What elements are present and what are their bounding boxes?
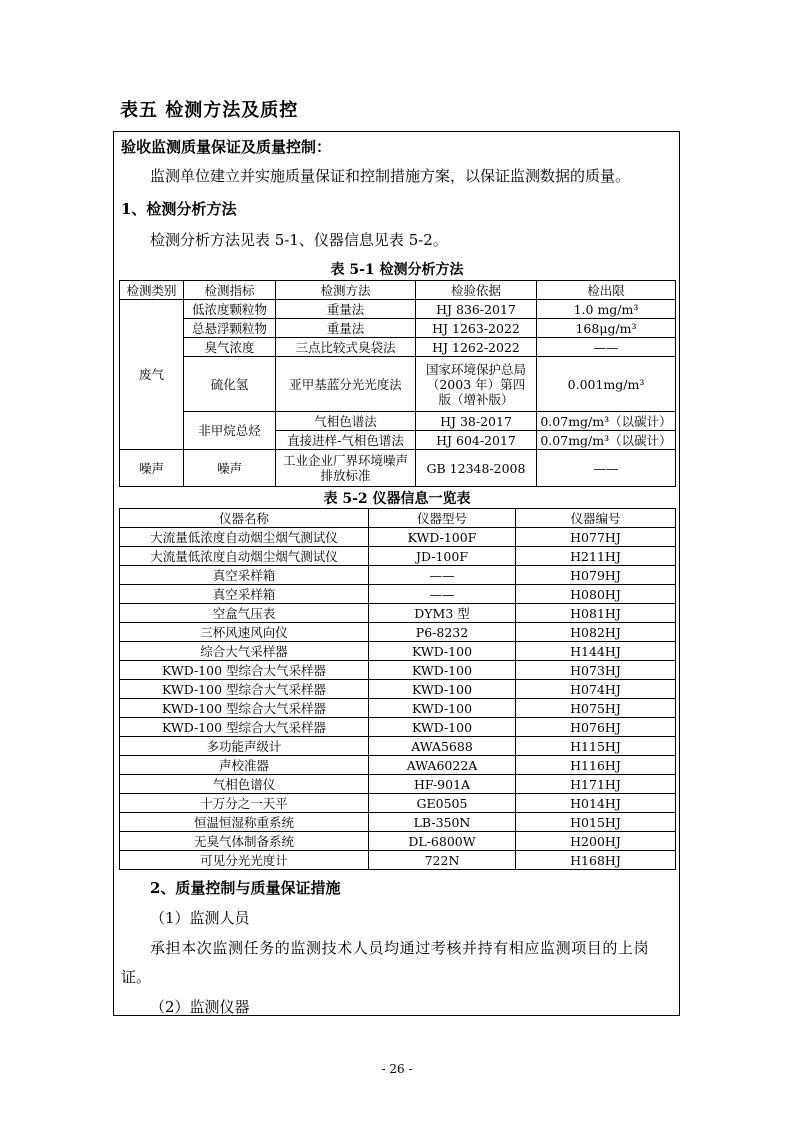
method-cell: 重量法	[276, 300, 416, 319]
table-row	[120, 566, 676, 585]
basis-cell: HJ 1263-2022	[416, 319, 537, 338]
section2-sub1: （1）监测人员	[150, 909, 250, 927]
table-analysis-methods	[119, 280, 676, 487]
instrument-id-cell: H082HJ	[516, 623, 676, 642]
instrument-model-cell: KWD-100	[369, 642, 516, 661]
instrument-id-cell: H074HJ	[516, 680, 676, 699]
table-row	[120, 604, 676, 623]
instrument-name-cell: KWD-100 型综合大气采样器	[120, 699, 369, 718]
instrument-name-cell: KWD-100 型综合大气采样器	[120, 661, 369, 680]
instrument-id-cell: H077HJ	[516, 528, 676, 547]
section2-sub2: （2）监测仪器	[150, 998, 250, 1016]
instrument-id-cell: H075HJ	[516, 699, 676, 718]
instrument-id-cell: H211HJ	[516, 547, 676, 566]
instrument-id-cell: H200HJ	[516, 832, 676, 851]
page-title: 表五 检测方法及质控	[120, 100, 299, 121]
section1-text: 检测分析方法见表 5-1、仪器信息见表 5-2。	[150, 231, 448, 249]
basis-cell: HJ 836-2017	[416, 300, 537, 319]
instrument-id-cell: H168HJ	[516, 851, 676, 870]
basis-cell: HJ 604-2017	[416, 431, 537, 450]
section2-sub1-text: 承担本次监测任务的监测技术人员均通过考核并持有相应监测项目的上岗	[150, 939, 650, 957]
instrument-name-cell: 声校准器	[120, 756, 369, 775]
instrument-name-cell: 三杯风速风向仪	[120, 623, 369, 642]
limit-cell: 168μg/m³	[537, 319, 676, 338]
instrument-name-cell: 真空采样箱	[120, 566, 369, 585]
instrument-name-cell: 气相色谱仪	[120, 775, 369, 794]
indicator-cell: 臭气浓度	[184, 338, 276, 357]
instrument-model-cell: AWA6022A	[369, 756, 516, 775]
table-row	[120, 813, 676, 832]
basis-cell: HJ 38-2017	[416, 412, 537, 431]
instrument-id-cell: H115HJ	[516, 737, 676, 756]
method-cell: 直接进样-气相色谱法	[276, 431, 416, 450]
instrument-model-cell: KWD-100	[369, 718, 516, 737]
method-cell: 三点比较式臭袋法	[276, 338, 416, 357]
category-cell: 废气	[120, 300, 184, 450]
instrument-name-cell: 多功能声级计	[120, 737, 369, 756]
instrument-name-cell: 恒温恒湿称重系统	[120, 813, 369, 832]
instrument-model-cell: GE0505	[369, 794, 516, 813]
indicator-cell: 噪声	[184, 450, 276, 487]
limit-cell: ——	[537, 450, 676, 487]
header-cell: 检测方法	[276, 281, 416, 300]
instrument-model-cell: LB-350N	[369, 813, 516, 832]
table-row	[120, 547, 676, 566]
instrument-id-cell: H073HJ	[516, 661, 676, 680]
instrument-model-cell: KWD-100	[369, 661, 516, 680]
instrument-name-cell: KWD-100 型综合大气采样器	[120, 680, 369, 699]
instrument-name-cell: 无臭气体制备系统	[120, 832, 369, 851]
page-number: - 26 -	[381, 1062, 413, 1076]
table1-caption: 表 5-1 检测分析方法	[330, 262, 464, 278]
instrument-id-cell: H076HJ	[516, 718, 676, 737]
instrument-model-cell: JD-100F	[369, 547, 516, 566]
table-row	[120, 699, 676, 718]
instrument-model-cell: DL-6800W	[369, 832, 516, 851]
instrument-id-cell: H080HJ	[516, 585, 676, 604]
table-row	[120, 642, 676, 661]
basis-cell: 国家环境保护总局（2003 年）第四版（增补版）	[416, 357, 537, 412]
table-row	[120, 680, 676, 699]
header-cell: 检出限	[537, 281, 676, 300]
instrument-name-cell: 大流量低浓度自动烟尘烟气测试仪	[120, 547, 369, 566]
instrument-name-cell: 真空采样箱	[120, 585, 369, 604]
table-row	[120, 623, 676, 642]
table-row	[120, 851, 676, 870]
instrument-model-cell: 722N	[369, 851, 516, 870]
instrument-name-cell: 综合大气采样器	[120, 642, 369, 661]
table-instruments	[119, 508, 676, 870]
indicator-cell: 总悬浮颗粒物	[184, 319, 276, 338]
header-cell: 检验依据	[416, 281, 537, 300]
table-row	[120, 756, 676, 775]
header-cell: 检测指标	[184, 281, 276, 300]
instrument-name-cell: KWD-100 型综合大气采样器	[120, 718, 369, 737]
basis-cell: GB 12348-2008	[416, 450, 537, 487]
header-cell: 仪器名称	[120, 509, 369, 528]
section-heading: 验收监测质量保证及质量控制：	[121, 138, 332, 156]
instrument-model-cell: AWA5688	[369, 737, 516, 756]
instrument-id-cell: H116HJ	[516, 756, 676, 775]
table-row	[120, 528, 676, 547]
category-cell: 噪声	[120, 450, 184, 487]
basis-cell: HJ 1262-2022	[416, 338, 537, 357]
section2-title: 2、质量控制与质量保证措施	[150, 879, 341, 897]
table-row	[120, 737, 676, 756]
instrument-id-cell: H144HJ	[516, 642, 676, 661]
header-cell: 仪器编号	[516, 509, 676, 528]
instrument-name-cell: 十万分之一天平	[120, 794, 369, 813]
instrument-model-cell: P6-8232	[369, 623, 516, 642]
instrument-model-cell: ——	[369, 566, 516, 585]
header-cell: 检测类别	[120, 281, 184, 300]
instrument-model-cell: KWD-100	[369, 699, 516, 718]
table-row	[120, 718, 676, 737]
instrument-name-cell: 可见分光光度计	[120, 851, 369, 870]
intro-text: 监测单位建立并实施质量保证和控制措施方案，以保证监测数据的质量。	[150, 167, 631, 185]
method-cell: 重量法	[276, 319, 416, 338]
table-row	[120, 832, 676, 851]
limit-cell: 0.07mg/m³（以碳计）	[537, 431, 676, 450]
section1-title: 1、检测分析方法	[121, 200, 237, 218]
instrument-id-cell: H171HJ	[516, 775, 676, 794]
instrument-id-cell: H081HJ	[516, 604, 676, 623]
section2-sub1-text-cont: 证。	[121, 968, 152, 986]
indicator-cell: 硫化氢	[184, 357, 276, 412]
limit-cell: 0.001mg/m³	[537, 357, 676, 412]
header-cell: 仪器型号	[369, 509, 516, 528]
table-row	[120, 775, 676, 794]
instrument-id-cell: H079HJ	[516, 566, 676, 585]
limit-cell: 1.0 mg/m³	[537, 300, 676, 319]
table-row	[120, 585, 676, 604]
table2-caption: 表 5-2 仪器信息一览表	[323, 491, 471, 507]
instrument-model-cell: HF-901A	[369, 775, 516, 794]
method-cell: 亚甲基蓝分光光度法	[276, 357, 416, 412]
instrument-name-cell: 空盒气压表	[120, 604, 369, 623]
instrument-model-cell: KWD-100	[369, 680, 516, 699]
instrument-model-cell: DYM3 型	[369, 604, 516, 623]
method-cell: 气相色谱法	[276, 412, 416, 431]
table-row	[120, 794, 676, 813]
method-cell: 工业企业厂界环境噪声排放标准	[276, 450, 416, 487]
limit-cell: ——	[537, 338, 676, 357]
instrument-id-cell: H014HJ	[516, 794, 676, 813]
limit-cell: 0.07mg/m³（以碳计）	[537, 412, 676, 431]
instrument-model-cell: ——	[369, 585, 516, 604]
instrument-model-cell: KWD-100F	[369, 528, 516, 547]
instrument-name-cell: 大流量低浓度自动烟尘烟气测试仪	[120, 528, 369, 547]
indicator-cell: 非甲烷总烃	[184, 412, 276, 450]
instrument-id-cell: H015HJ	[516, 813, 676, 832]
table-row	[120, 661, 676, 680]
indicator-cell: 低浓度颗粒物	[184, 300, 276, 319]
